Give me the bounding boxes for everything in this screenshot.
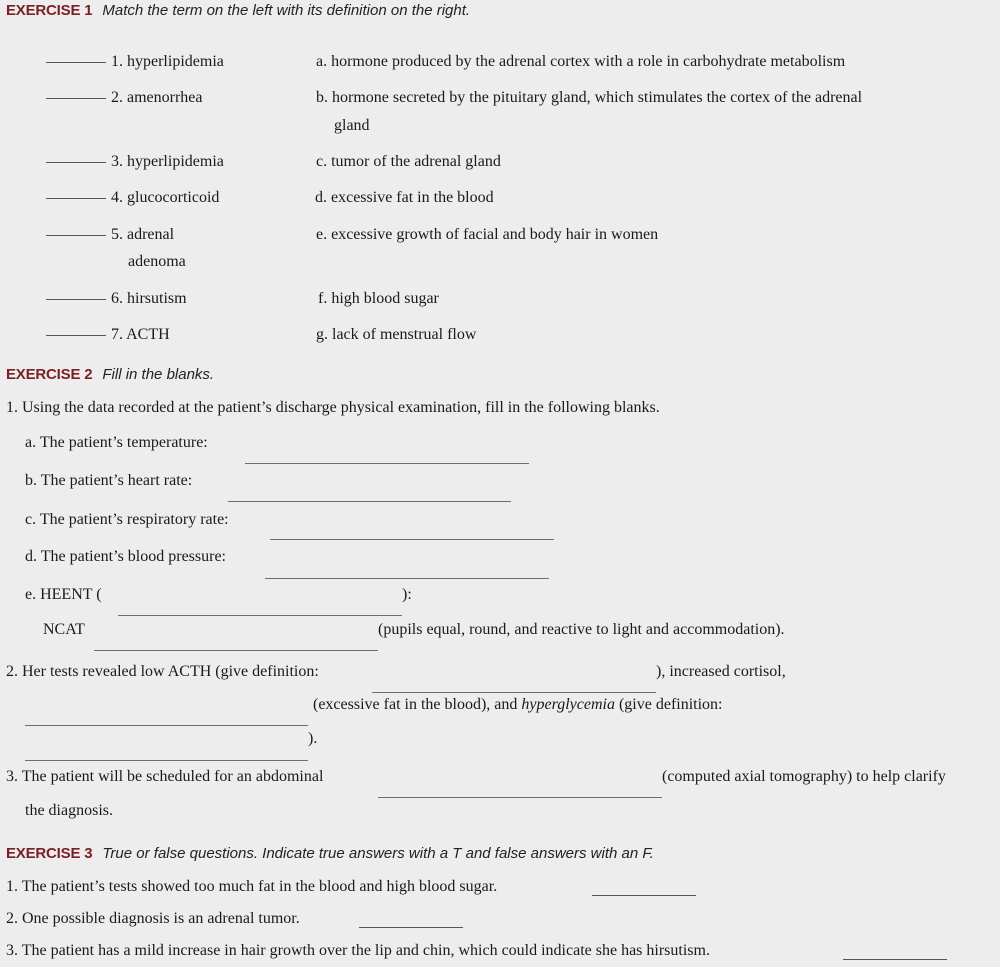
- definition-d: d. excessive fat in the blood: [315, 189, 494, 206]
- definition-e: e. excessive growth of facial and body hair in women: [316, 226, 659, 243]
- term-1: 1. hyperlipidemia: [111, 53, 224, 70]
- tf-answer-blank-2[interactable]: [359, 927, 463, 928]
- ex2-q3-part3: the diagnosis.: [25, 802, 113, 819]
- match-blank-4[interactable]: [46, 198, 106, 199]
- ex2-q1e-close: ):: [402, 586, 412, 603]
- exercise3-label: EXERCISE 3: [6, 845, 93, 862]
- exercise1-header: [6, 2, 470, 19]
- match-blank-5[interactable]: [46, 235, 106, 236]
- exercise3-instruction: True or false questions. Indicate true answers with a T and false answers with an F.: [102, 845, 654, 862]
- term-3: 3. hyperlipidemia: [111, 153, 224, 170]
- ex2-q1c-label: c. The patient’s respiratory rate:: [25, 511, 229, 528]
- exercise1-instruction: Match the term on the left with its definition on the right.: [102, 2, 471, 19]
- temperature-blank[interactable]: [245, 463, 529, 464]
- definition-a: a. hormone produced by the adrenal cortex with a role in carbohydrate metabolism: [316, 53, 846, 70]
- heent-blank[interactable]: [118, 615, 402, 616]
- ex2-q1b-label: b. The patient’s heart rate:: [25, 472, 193, 489]
- tf-question-2: 2. One possible diagnosis is an adrenal tumor.: [6, 910, 300, 927]
- definition-c: c. tumor of the adrenal gland: [316, 153, 501, 170]
- tf-answer-blank-3[interactable]: [843, 959, 947, 960]
- perrla-definition: (pupils equal, round, and reactive to light and accommodation).: [378, 621, 785, 638]
- match-blank-3[interactable]: [46, 162, 106, 163]
- exercise3-header: [6, 845, 654, 862]
- acth-definition-blank[interactable]: [372, 692, 656, 693]
- hyperlipidemia-term-blank[interactable]: [25, 725, 308, 726]
- ex2-q3-part1: 3. The patient will be scheduled for an abdominal: [6, 768, 324, 785]
- term-2: 2. amenorrhea: [111, 89, 203, 106]
- exercise2-header: [6, 366, 214, 383]
- definition-b: b. hormone secreted by the pituitary gland, which stimulates the cortex of the adrenal: [316, 89, 863, 106]
- term-5-cont: adenoma: [128, 253, 186, 270]
- match-blank-2[interactable]: [46, 98, 106, 99]
- hyperglycemia-term: hyperglycemia: [521, 696, 615, 713]
- heart-rate-blank[interactable]: [228, 501, 511, 502]
- ex2-q2-part1: 2. Her tests revealed low ACTH (give definition:: [6, 663, 319, 680]
- perrla-blank[interactable]: [94, 650, 378, 651]
- match-blank-1[interactable]: [46, 62, 106, 63]
- match-blank-6[interactable]: [46, 299, 106, 300]
- exercise1-label: EXERCISE 1: [6, 2, 93, 19]
- term-6: 6. hirsutism: [111, 290, 187, 307]
- definition-g: g. lack of menstrual flow: [316, 326, 477, 343]
- exercise2-label: EXERCISE 2: [6, 366, 93, 383]
- ex2-q2-part3-text: (excessive fat in the blood), and: [313, 696, 522, 713]
- ex2-q1-text: 1. Using the data recorded at the patient’s discharge physical examination, fill in the following blanks.: [6, 399, 660, 416]
- term-4: 4. glucocorticoid: [111, 189, 220, 206]
- definition-b-cont: gland: [334, 117, 370, 134]
- term-5: 5. adrenal: [111, 226, 175, 243]
- hyperglycemia-definition-blank[interactable]: [25, 760, 308, 761]
- ex2-q2-part2: ), increased cortisol,: [656, 663, 786, 680]
- ex2-q2-part5: ).: [308, 730, 318, 747]
- definition-f: f. high blood sugar: [318, 290, 439, 307]
- cat-scan-blank[interactable]: [378, 797, 662, 798]
- ex2-q1d-label: d. The patient’s blood pressure:: [25, 548, 226, 565]
- blood-pressure-blank[interactable]: [265, 578, 549, 579]
- ex2-q3-part2: (computed axial tomography) to help clarify: [662, 768, 946, 785]
- ex2-q1a-label: a. The patient’s temperature:: [25, 434, 208, 451]
- term-7: 7. ACTH: [111, 326, 170, 343]
- tf-question-3: 3. The patient has a mild increase in hair growth over the lip and chin, which could indicate she has hirsutism.: [6, 942, 710, 959]
- match-blank-7[interactable]: [46, 335, 106, 336]
- ex2-q2-part4-text: (give definition:: [614, 696, 723, 713]
- ncat-label: NCAT: [43, 621, 85, 638]
- respiratory-rate-blank[interactable]: [270, 539, 554, 540]
- exercise2-instruction: Fill in the blanks.: [102, 366, 215, 383]
- ex2-q1e-label: e. HEENT (: [25, 586, 102, 603]
- tf-question-1: 1. The patient’s tests showed too much fat in the blood and high blood sugar.: [6, 878, 498, 895]
- ex2-q2-part3: [313, 696, 723, 714]
- tf-answer-blank-1[interactable]: [592, 895, 696, 896]
